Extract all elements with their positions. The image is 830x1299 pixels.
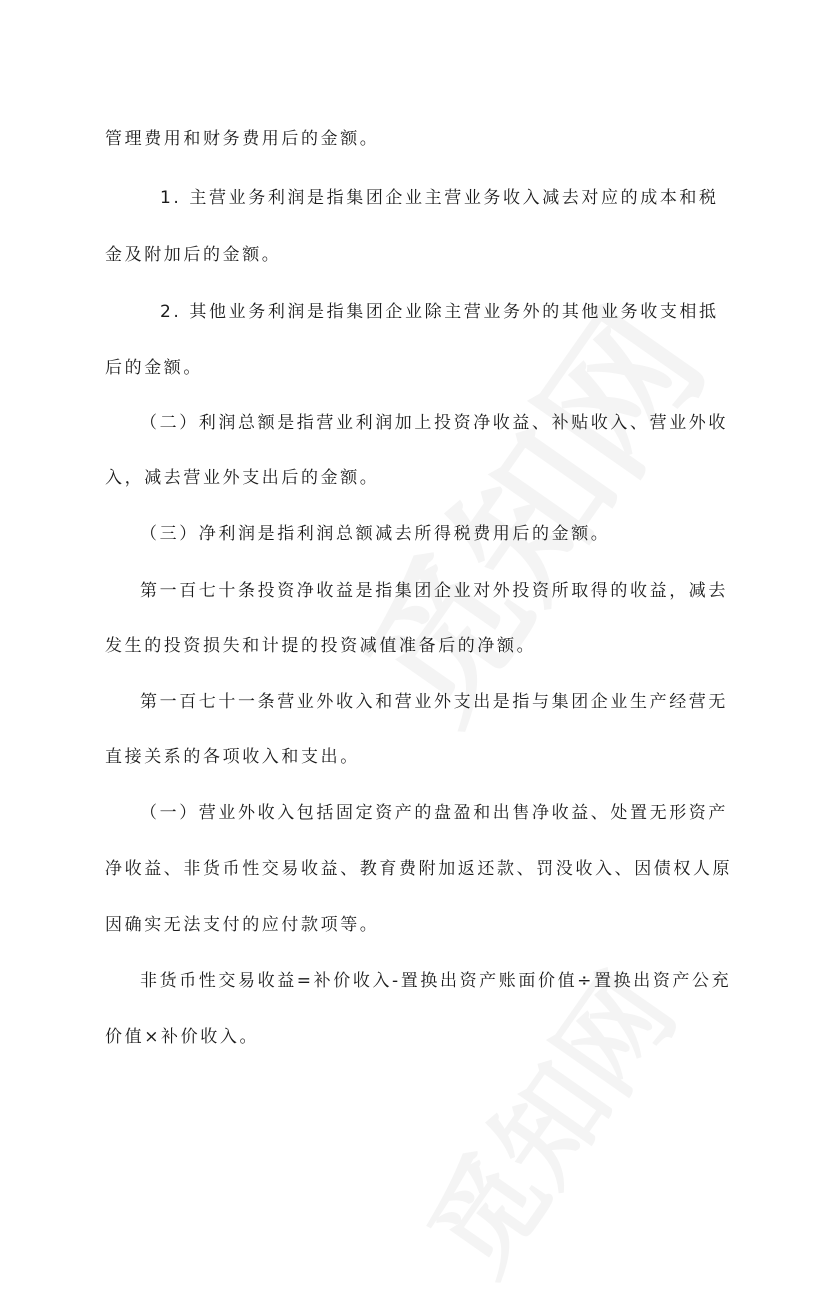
paragraph-line: 净收益、非货币性交易收益、教育费附加返还款、罚没收入、因债权人原 <box>105 859 733 879</box>
paragraph-line: 第一百七十一条营业外收入和营业外支出是指与集团企业生产经营无 <box>140 692 728 712</box>
paragraph-line: （二）利润总额是指营业利润加上投资净收益、补贴收入、营业外收 <box>140 413 728 433</box>
paragraph-line: （三）净利润是指利润总额减去所得税费用后的金额。 <box>140 524 611 544</box>
paragraph-line: 管理费用和财务费用后的金额。 <box>105 129 380 149</box>
paragraph-line: 金及附加后的金额。 <box>105 245 282 265</box>
paragraph-line: 非货币性交易收益=补价收入-置换出资产账面价值÷置换出资产公充 <box>140 971 732 991</box>
watermark-logo <box>307 262 742 755</box>
paragraph-line: 入，减去营业外支出后的金额。 <box>105 468 380 488</box>
watermark-logo-lower <box>386 939 705 1299</box>
paragraph-line: 直接关系的各项收入和支出。 <box>105 747 360 767</box>
paragraph-line: 第一百七十条投资净收益是指集团企业对外投资所取得的收益，减去 <box>140 581 728 601</box>
paragraph-line: 1. 主营业务利润是指集团企业主营业务收入减去对应的成本和税 <box>160 188 719 208</box>
paragraph-line: 发生的投资损失和计提的投资减值准备后的净额。 <box>105 636 537 656</box>
paragraph-line: 后的金额。 <box>105 358 203 378</box>
paragraph-line: 价值×补价收入。 <box>105 1027 260 1047</box>
paragraph-line: 因确实无法支付的应付款项等。 <box>105 915 380 935</box>
paragraph-line: （一）营业外收入包括固定资产的盘盈和出售净收益、处置无形资产 <box>140 803 728 823</box>
paragraph-line: 2. 其他业务利润是指集团企业除主营业务外的其他业务收支相抵 <box>160 302 719 322</box>
